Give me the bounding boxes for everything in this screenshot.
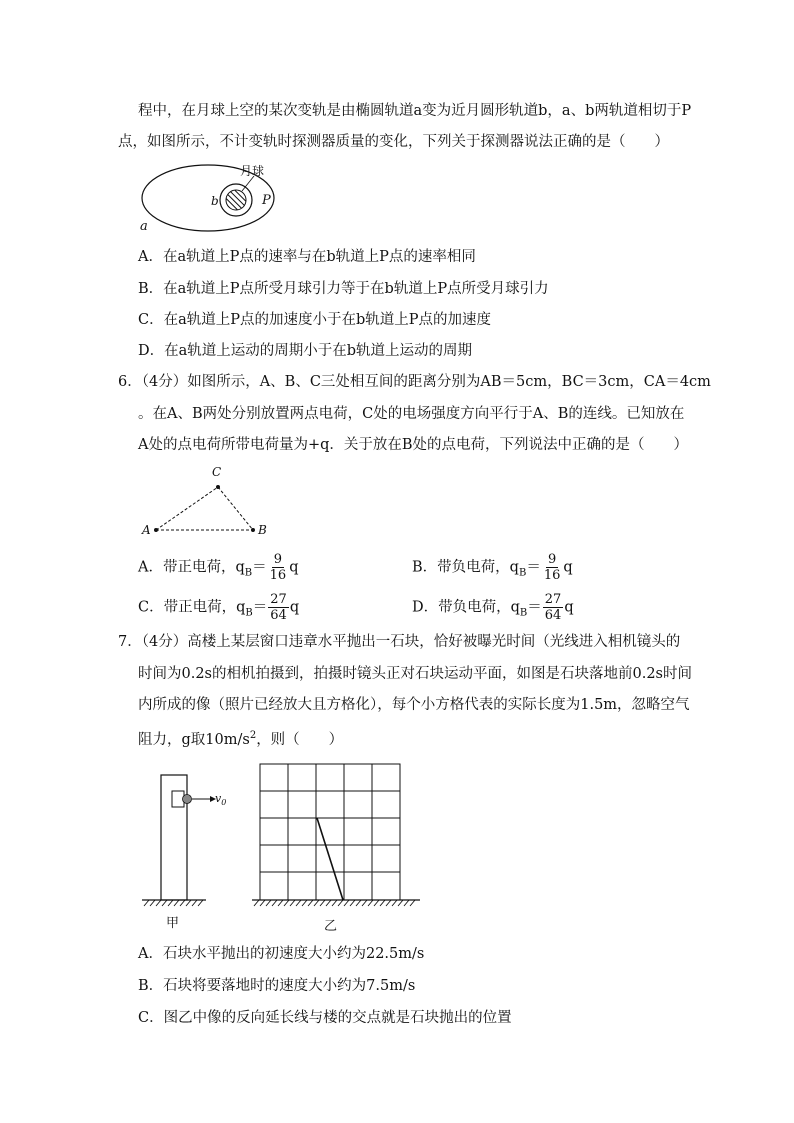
q7-stem-line-4: 阻力，g取$10m/s^2$，则（ ） — [138, 730, 344, 748]
figure-jia-label: 甲 — [166, 916, 180, 931]
point-a-label: A — [142, 523, 151, 537]
q5-stem-line-2: 点，如图所示，不计变轨时探测器质量的变化，下列关于探测器说法正确的是（ ） — [118, 134, 669, 150]
q5-stem-line-1: 程中，在月球上空的某次变轨是由椭圆轨道a变为近月圆形轨道b，a、b两轨道相切于P — [138, 103, 692, 119]
q6-option-b: B．带负电荷，$q_B=$ $\frac{9}{16}$ q — [412, 552, 573, 583]
point-b-label: B — [258, 523, 267, 537]
orbit-b-label: b — [211, 194, 219, 208]
q5-option-b: B．在a轨道上P点所受月球引力等于在b轨道上P点所受月球引力 — [138, 281, 549, 297]
q6-option-a: A．带正电荷，$q_B=$ $\frac{9}{16}$ q — [138, 552, 299, 583]
velocity-label: $v_0$ — [215, 792, 227, 807]
q5-option-a: A．在a轨道上P点的速率与在b轨道上P点的速率相同 — [138, 249, 476, 265]
q5-option-d: D．在a轨道上运动的周期小于在b轨道上运动的周期 — [138, 343, 473, 359]
q7-option-b: B．石块将要落地时的速度大小约为7.5m/s — [138, 978, 416, 994]
q7-grid-figure — [248, 760, 428, 938]
q6-stem-line-3: A处的点电荷所带电荷量为+q．关于放在B处的点电荷，下列说法中正确的是（ ） — [138, 437, 689, 453]
q7-building-figure — [138, 770, 227, 935]
q7-option-a: A．石块水平抛出的初速度大小约为22.5m/s — [138, 946, 425, 962]
q7-stem-line-2: 时间为0.2s的相机拍摄到，拍摄时镜头正对石块运动平面，如图是石块落地前0.2s时间 — [138, 666, 692, 682]
q7-stem-line-3: 内所成的像（照片已经放大且方格化），每个小方格代表的实际长度为1.5m，忽略空气 — [138, 697, 690, 713]
q5-option-c: C．在a轨道上P点的加速度小于在b轨道上P点的加速度 — [138, 312, 492, 328]
q7-option-c: C．图乙中像的反向延长线与楼的交点就是石块抛出的位置 — [138, 1010, 512, 1026]
q7-stem-line-1: 7．（4分）高楼上某层窗口违章水平抛出一石块，恰好被曝光时间（光线进入相机镜头的 — [118, 634, 681, 650]
point-c-label: C — [212, 465, 222, 479]
q6-option-d: D．带负电荷，$q_B=$ $\frac{27}{64}$ q — [412, 592, 574, 623]
q6-stem-line-1: 6．（4分）如图所示，A、B、C三处相互间的距离分别为AB＝5cm，BC＝3cm，CA＝4cm — [118, 374, 711, 390]
figure-yi-label: 乙 — [324, 919, 338, 934]
q6-triangle-figure — [138, 462, 278, 538]
q6-stem-line-2: 。在A、B两处分别放置两点电荷，C处的电场强度方向平行于A、B的连线。已知放在 — [138, 406, 685, 422]
q6-option-c: C．带正电荷，$q_B=$ $\frac{27}{64}$ q — [138, 592, 300, 623]
q5-orbit-figure — [136, 160, 286, 236]
point-p-label: P — [262, 193, 271, 208]
stone-trace-line — [317, 818, 343, 900]
orbit-a-label: a — [140, 219, 148, 234]
moon-label: 月球 — [240, 164, 265, 178]
